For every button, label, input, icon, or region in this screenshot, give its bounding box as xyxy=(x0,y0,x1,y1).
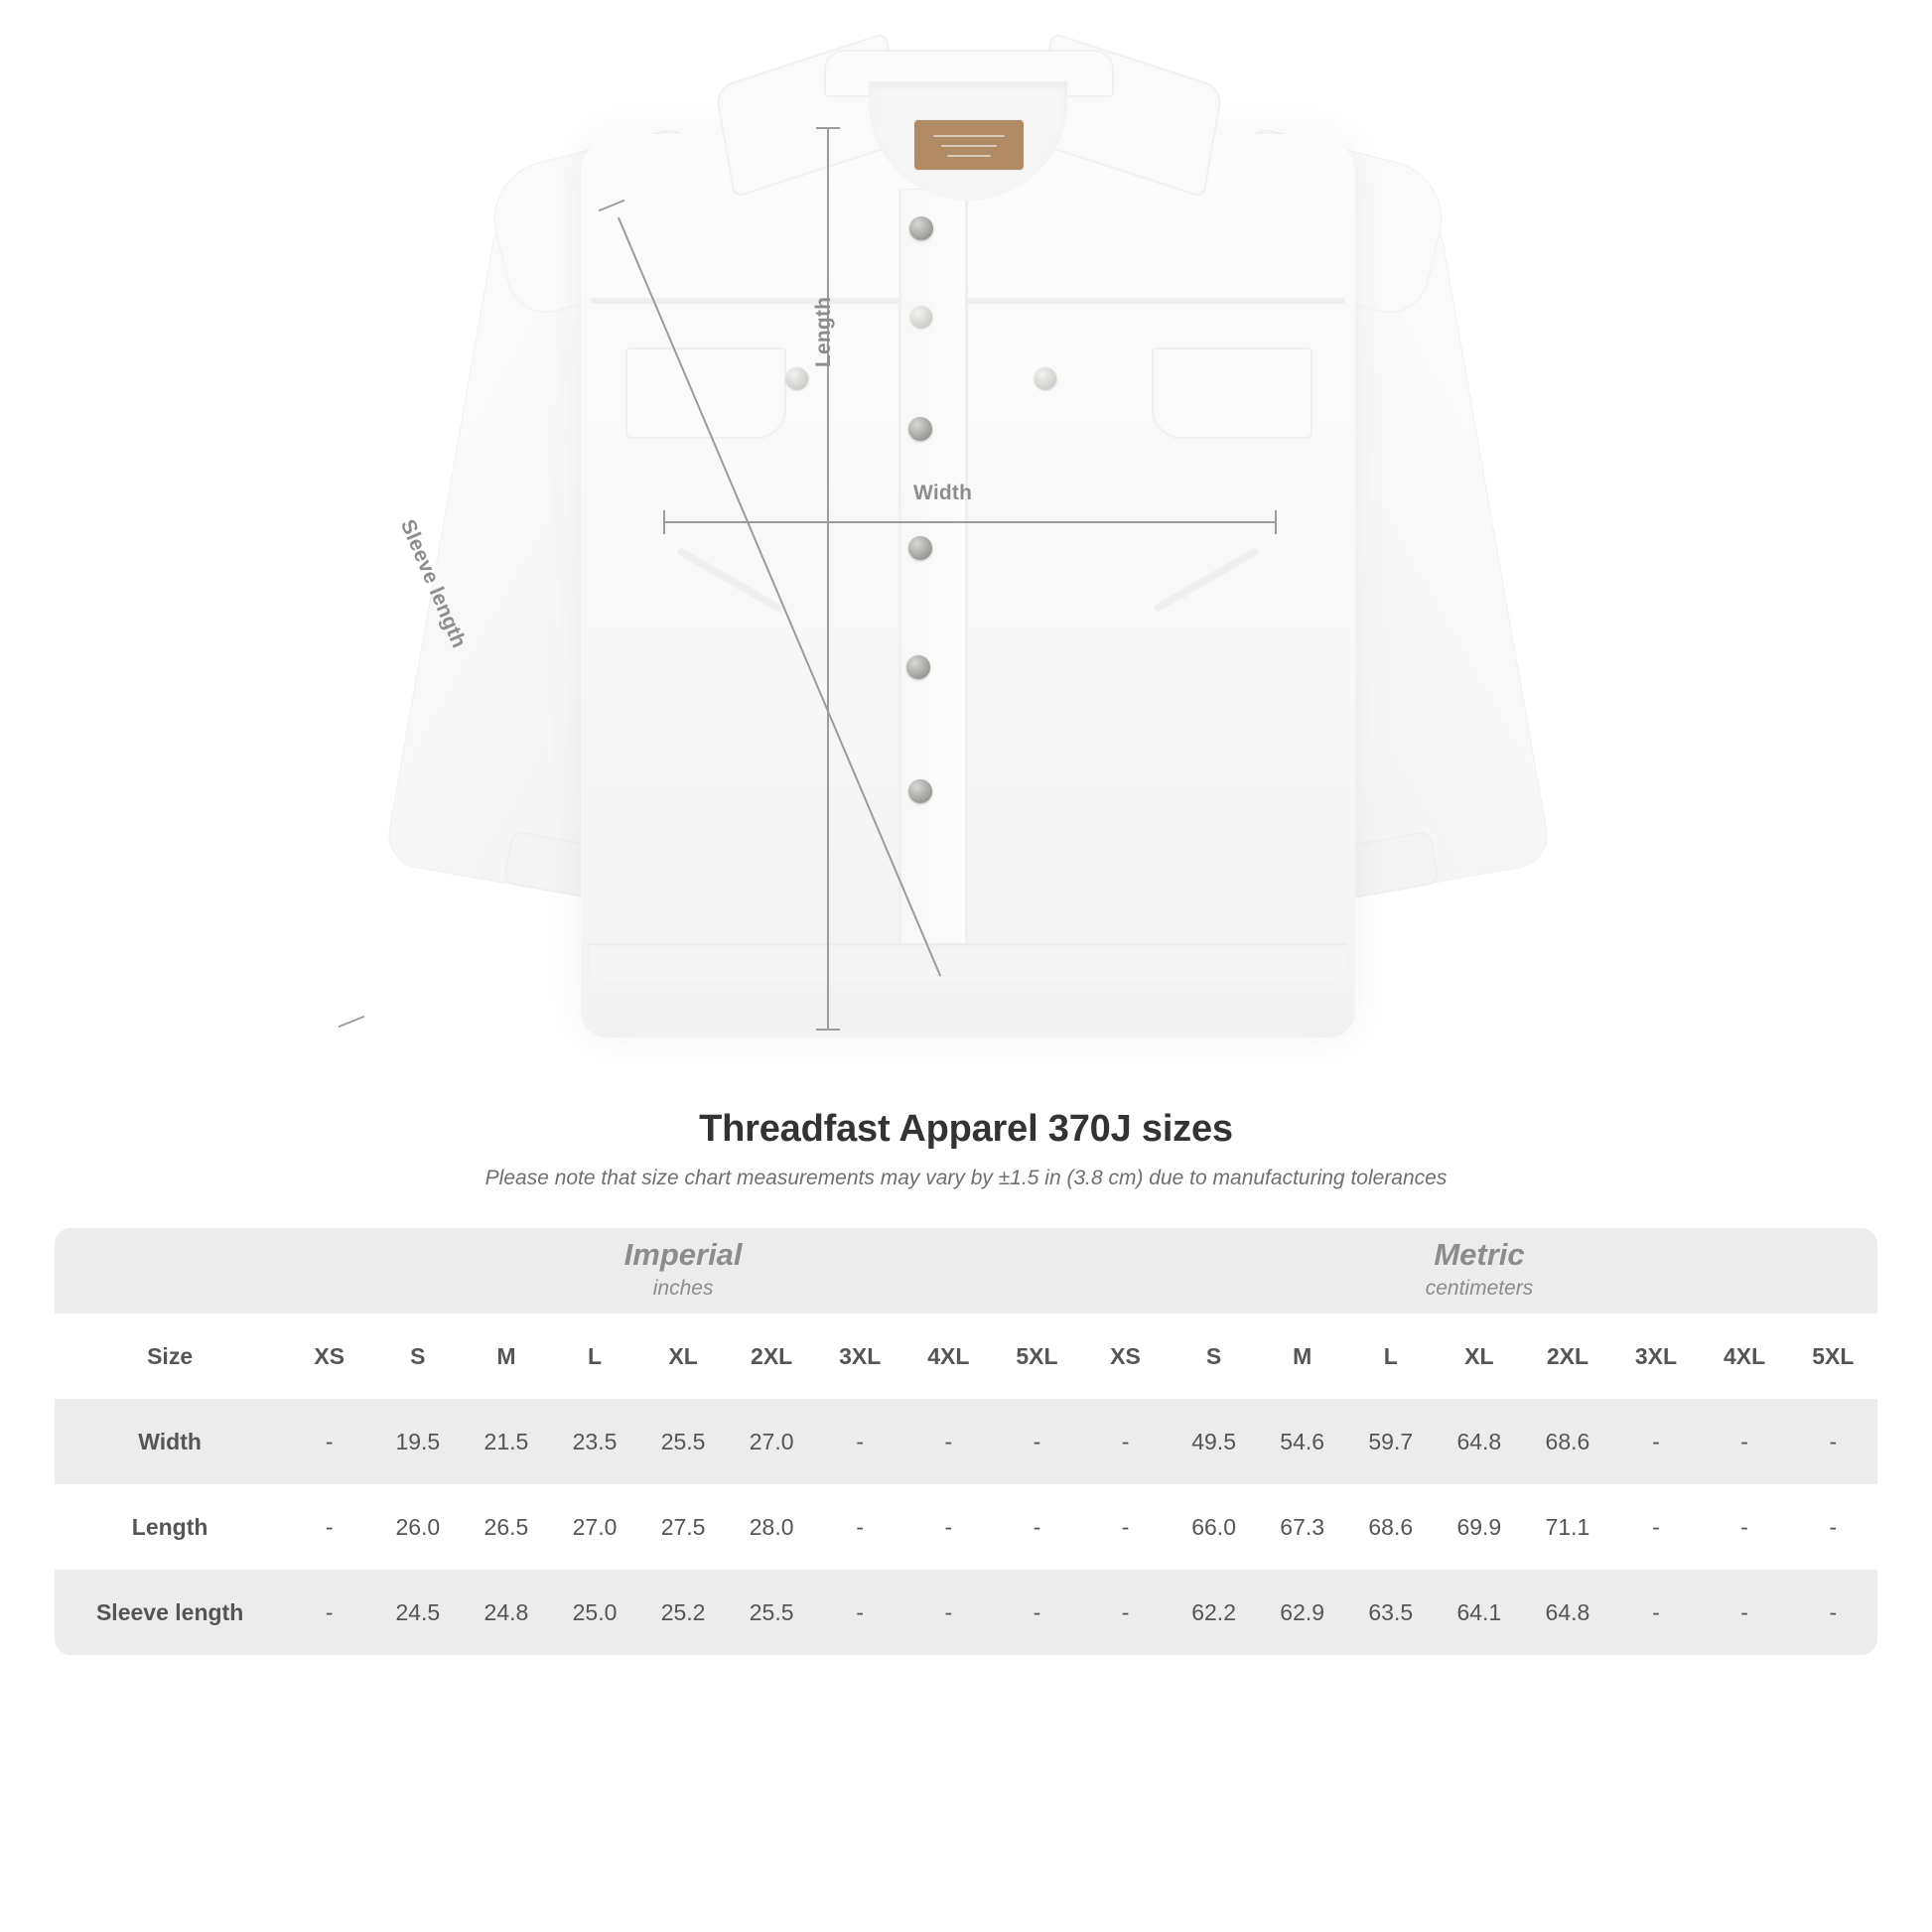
cell-sleeve-metric-l: 63.5 xyxy=(1346,1570,1435,1655)
cell-length-metric-xs: - xyxy=(1081,1484,1170,1570)
jacket-right-chest-pocket xyxy=(1152,347,1312,439)
size-chart-table xyxy=(55,1228,1877,1655)
length-dimension-cap-bottom xyxy=(816,1029,840,1031)
size-header-imperial-xl: XL xyxy=(639,1313,728,1399)
cell-width-metric-l: 59.7 xyxy=(1346,1399,1435,1484)
size-header-metric-l: L xyxy=(1346,1313,1435,1399)
cell-sleeve-imperial-xl: 25.2 xyxy=(639,1570,728,1655)
cell-width-imperial-4xl: - xyxy=(904,1399,993,1484)
size-header-imperial-2xl: 2XL xyxy=(728,1313,816,1399)
cell-length-metric-m: 67.3 xyxy=(1258,1484,1346,1570)
cell-length-imperial-3xl: - xyxy=(816,1484,904,1570)
size-header-imperial-3xl: 3XL xyxy=(816,1313,904,1399)
cell-sleeve-metric-5xl: - xyxy=(1789,1570,1877,1655)
length-dimension-label: Length xyxy=(812,296,835,367)
size-header-metric-m: M xyxy=(1258,1313,1346,1399)
cell-sleeve-metric-m: 62.9 xyxy=(1258,1570,1346,1655)
cell-sleeve-metric-3xl: - xyxy=(1611,1570,1700,1655)
cell-width-imperial-xl: 25.5 xyxy=(639,1399,728,1484)
width-dimension-cap-left xyxy=(663,510,665,534)
sleeve-length-dimension-label: Sleeve length xyxy=(395,516,471,652)
size-header-metric-4xl: 4XL xyxy=(1701,1313,1789,1399)
cell-length-imperial-xs: - xyxy=(285,1484,373,1570)
cell-width-imperial-xs: - xyxy=(285,1399,373,1484)
cell-length-imperial-xl: 27.5 xyxy=(639,1484,728,1570)
size-header-metric-xs: XS xyxy=(1081,1313,1170,1399)
imperial-unit-sub: inches xyxy=(652,1277,714,1301)
jacket-left-pocket-button xyxy=(786,367,808,389)
jacket-button-placket xyxy=(898,189,968,983)
cell-width-metric-xl: 64.8 xyxy=(1435,1399,1523,1484)
cell-sleeve-imperial-m: 24.8 xyxy=(462,1570,550,1655)
cell-width-imperial-3xl: - xyxy=(816,1399,904,1484)
size-header-metric-5xl: 5XL xyxy=(1789,1313,1877,1399)
cell-length-imperial-s: 26.0 xyxy=(373,1484,462,1570)
units-corner-cell xyxy=(55,1228,285,1313)
cell-length-metric-2xl: 71.1 xyxy=(1523,1484,1611,1570)
row-label-width: Width xyxy=(55,1399,285,1484)
imperial-unit-header xyxy=(285,1228,1081,1313)
cell-width-imperial-s: 19.5 xyxy=(373,1399,462,1484)
jacket-button-4 xyxy=(908,536,932,560)
size-header-metric-3xl: 3XL xyxy=(1611,1313,1700,1399)
cell-width-metric-5xl: - xyxy=(1789,1399,1877,1484)
jacket-button-5 xyxy=(906,655,930,679)
cell-length-metric-5xl: - xyxy=(1789,1484,1877,1570)
cell-sleeve-imperial-s: 24.5 xyxy=(373,1570,462,1655)
cell-length-imperial-5xl: - xyxy=(993,1484,1081,1570)
cell-length-imperial-2xl: 28.0 xyxy=(728,1484,816,1570)
row-label-sleeve-length: Sleeve length xyxy=(55,1570,285,1655)
metric-unit-header xyxy=(1081,1228,1877,1313)
jacket-button-1 xyxy=(909,216,933,240)
cell-width-imperial-l: 23.5 xyxy=(550,1399,638,1484)
width-dimension-line xyxy=(663,521,1277,523)
size-header-imperial-xs: XS xyxy=(285,1313,373,1399)
size-header-imperial-5xl: 5XL xyxy=(993,1313,1081,1399)
jacket-button-3 xyxy=(908,417,932,441)
cell-width-metric-4xl: - xyxy=(1701,1399,1789,1484)
length-dimension-cap-top xyxy=(816,127,840,129)
metric-unit-sub: centimeters xyxy=(1425,1277,1534,1301)
page-title: Threadfast Apparel 370J sizes xyxy=(699,1108,1233,1150)
tolerance-note: Please note that size chart measurements may vary by ±1.5 in (3.8 cm) due to manufacturing tolerances xyxy=(484,1167,1448,1189)
cell-sleeve-metric-4xl: - xyxy=(1701,1570,1789,1655)
cell-width-metric-m: 54.6 xyxy=(1258,1399,1346,1484)
cell-sleeve-imperial-xs: - xyxy=(285,1570,373,1655)
cell-width-metric-xs: - xyxy=(1081,1399,1170,1484)
units-header-row xyxy=(55,1228,1877,1313)
cell-width-metric-s: 49.5 xyxy=(1170,1399,1258,1484)
cell-length-imperial-4xl: - xyxy=(904,1484,993,1570)
size-label-cell: Size xyxy=(55,1313,285,1399)
cell-sleeve-imperial-2xl: 25.5 xyxy=(728,1570,816,1655)
jacket-button-2 xyxy=(910,306,932,328)
jacket-button-6 xyxy=(908,779,932,803)
length-dimension-line xyxy=(827,127,829,1031)
cell-sleeve-imperial-l: 25.0 xyxy=(550,1570,638,1655)
cell-length-metric-l: 68.6 xyxy=(1346,1484,1435,1570)
table-row xyxy=(55,1570,1877,1655)
cell-width-metric-3xl: - xyxy=(1611,1399,1700,1484)
size-header-metric-2xl: 2XL xyxy=(1523,1313,1611,1399)
size-header-metric-xl: XL xyxy=(1435,1313,1523,1399)
jacket-body xyxy=(581,134,1355,1037)
table-row xyxy=(55,1399,1877,1484)
jacket-hem-band xyxy=(588,943,1348,985)
width-dimension-label: Width xyxy=(913,482,973,504)
cell-sleeve-imperial-4xl: - xyxy=(904,1570,993,1655)
size-header-metric-s: S xyxy=(1170,1313,1258,1399)
cell-width-imperial-5xl: - xyxy=(993,1399,1081,1484)
cell-length-metric-4xl: - xyxy=(1701,1484,1789,1570)
size-header-imperial-s: S xyxy=(373,1313,462,1399)
cell-length-imperial-l: 27.0 xyxy=(550,1484,638,1570)
cell-width-metric-2xl: 68.6 xyxy=(1523,1399,1611,1484)
cell-sleeve-metric-2xl: 64.8 xyxy=(1523,1570,1611,1655)
imperial-unit-name: Imperial xyxy=(623,1237,743,1273)
jacket-drawing xyxy=(328,20,1608,1052)
cell-width-imperial-m: 21.5 xyxy=(462,1399,550,1484)
cell-sleeve-imperial-3xl: - xyxy=(816,1570,904,1655)
size-chart-table-wrapper xyxy=(55,1228,1877,1655)
size-header-imperial-m: M xyxy=(462,1313,550,1399)
size-header-imperial-4xl: 4XL xyxy=(904,1313,993,1399)
table-row xyxy=(55,1484,1877,1570)
cell-length-metric-xl: 69.9 xyxy=(1435,1484,1523,1570)
jacket-brand-label-text xyxy=(923,131,1015,161)
cell-length-metric-3xl: - xyxy=(1611,1484,1700,1570)
row-label-length: Length xyxy=(55,1484,285,1570)
cell-sleeve-metric-xs: - xyxy=(1081,1570,1170,1655)
cell-length-imperial-m: 26.5 xyxy=(462,1484,550,1570)
cell-sleeve-metric-xl: 64.1 xyxy=(1435,1570,1523,1655)
jacket-right-pocket-button xyxy=(1035,367,1056,389)
cell-sleeve-metric-s: 62.2 xyxy=(1170,1570,1258,1655)
jacket-yoke-seam xyxy=(591,298,1345,304)
title-block xyxy=(0,1108,1932,1190)
cell-length-metric-s: 66.0 xyxy=(1170,1484,1258,1570)
metric-unit-name: Metric xyxy=(1434,1237,1525,1273)
width-dimension-cap-right xyxy=(1275,510,1277,534)
size-header-imperial-l: L xyxy=(550,1313,638,1399)
cell-sleeve-imperial-5xl: - xyxy=(993,1570,1081,1655)
size-header-row xyxy=(55,1313,1877,1399)
cell-width-imperial-2xl: 27.0 xyxy=(728,1399,816,1484)
